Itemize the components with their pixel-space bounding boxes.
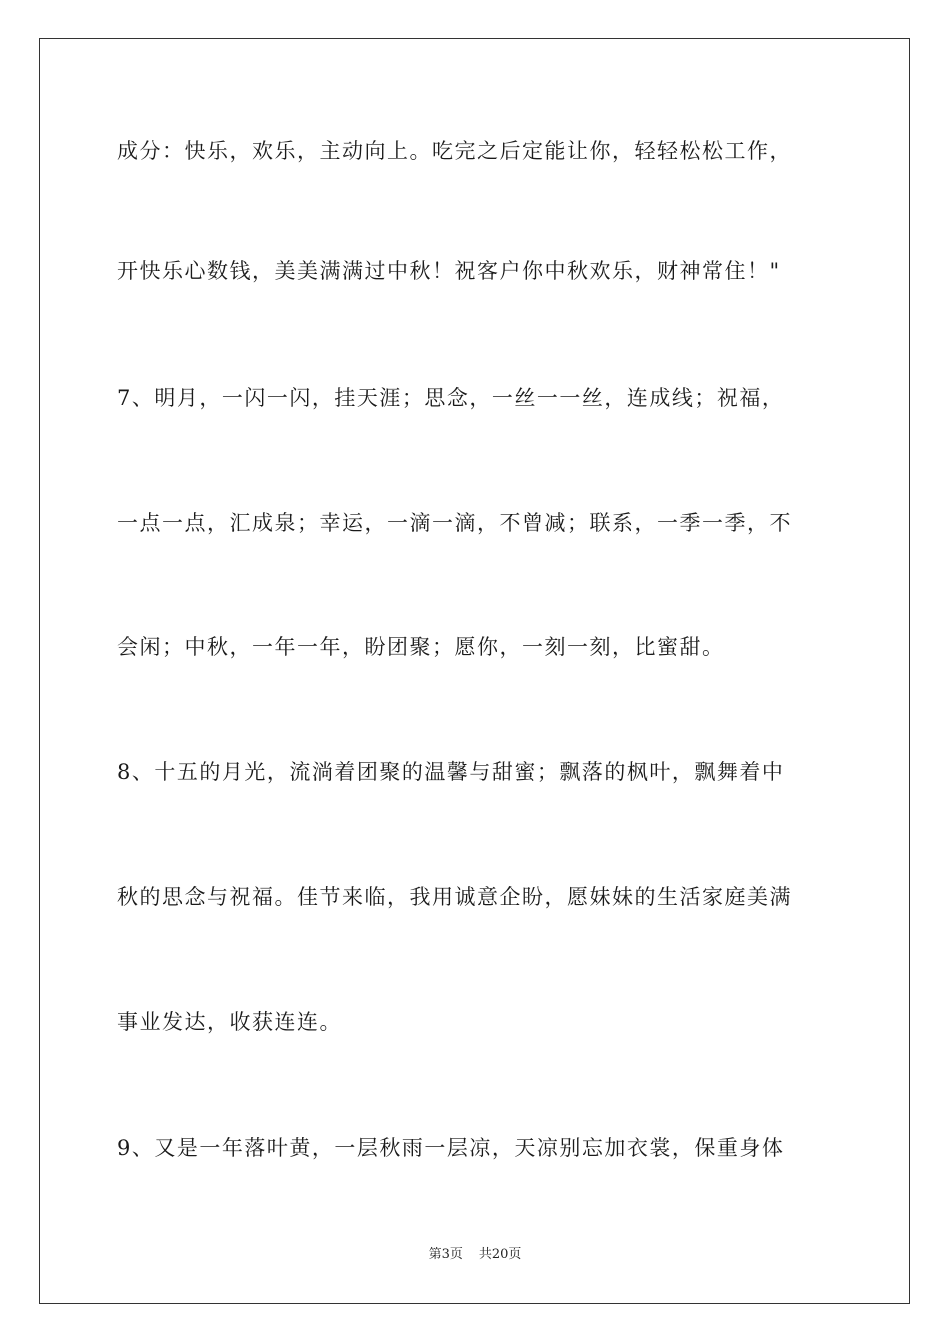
- body-text-line: 事业发达，收获连连。: [117, 1010, 342, 1034]
- body-text-line: 会闲；中秋，一年一年，盼团聚；愿你，一刻一刻，比蜜甜。: [117, 635, 725, 659]
- page-border: [39, 38, 910, 1304]
- body-text-line: 7、明月，一闪一闪，挂天涯；思念，一丝一一丝，连成线；祝福，: [117, 386, 785, 410]
- body-text-line: 开快乐心数钱，美美满满过中秋！祝客户你中秋欢乐，财神常住！": [117, 259, 781, 283]
- page-number: 第3页: [428, 1247, 463, 1262]
- body-text-line: 一点一点，汇成泉；幸运，一滴一滴，不曾减；联系，一季一季，不: [117, 511, 792, 535]
- body-text-line: 秋的思念与祝福。佳节来临，我用诚意企盼，愿妹妹的生活家庭美满: [117, 885, 792, 909]
- page-footer: [0, 1246, 950, 1264]
- body-text-line: 9、又是一年落叶黄，一层秋雨一层凉，天凉别忘加衣裳，保重身体: [117, 1136, 785, 1160]
- body-text-line: 成分：快乐，欢乐，主动向上。吃完之后定能让你，轻轻松松工作，: [117, 139, 792, 163]
- body-text-line: 8、十五的月光，流淌着团聚的温馨与甜蜜；飘落的枫叶，飘舞着中: [117, 760, 785, 784]
- page-total: 共20页: [478, 1247, 522, 1262]
